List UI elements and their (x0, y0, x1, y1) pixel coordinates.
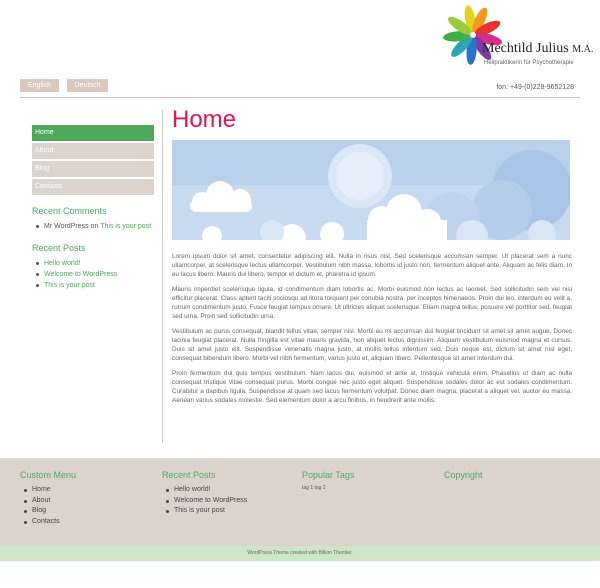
nav-item-contacts[interactable]: Contacts (32, 179, 154, 195)
recent-comments-heading: Recent Comments (32, 206, 107, 216)
footer-recent-post-link[interactable]: This is your post (162, 506, 247, 517)
comment-author-link[interactable]: Mr WordPress (44, 223, 89, 230)
language-deutsch-button[interactable]: Deutsch (67, 79, 108, 92)
sidebar-divider (162, 110, 163, 443)
footer-popular-tags-heading: Popular Tags (302, 470, 355, 480)
nav-item-blog[interactable]: Blog (32, 161, 154, 177)
nav-item-home[interactable]: Home (32, 125, 154, 141)
footer-recent-post-link[interactable]: Welcome to WordPress (162, 496, 247, 507)
recent-posts-list (32, 258, 154, 291)
recent-posts-heading: Recent Posts (32, 243, 86, 253)
footer-credit-bar (0, 546, 600, 561)
footer-menu-item-blog[interactable]: Blog (20, 506, 76, 517)
footer-custom-menu (20, 470, 76, 527)
footer-popular-tags (302, 470, 354, 491)
content-paragraph: Lorem ipsum dolor sit amet, consectetur adipiscing elit. Nulla in risus nisl. Sed scelerisque accumsan semper. Ut placerat sem a nunc ullamcorper, at scelerisque lectus ullamcorper. Vestibulum nibh massa, lobortis id justo non, fermentum aliquet ante. Aliquam ac felis diam. In eu lacus libero. Mauris dui libero, tempor et dictum et, pharetra id ipsum. (172, 253, 572, 278)
sidebar (32, 125, 154, 291)
recent-comments-list (32, 221, 154, 232)
footer-recent-posts (162, 470, 247, 517)
recent-post-link[interactable]: This is your post (32, 280, 154, 291)
comment-on-text: on (90, 223, 99, 230)
footer-menu-item-about[interactable]: About (20, 496, 76, 507)
recent-post-link[interactable]: Hello world! (32, 258, 154, 269)
page-title: Home (172, 106, 237, 133)
footer-menu-item-home[interactable]: Home (20, 485, 76, 496)
language-english-button[interactable]: English (20, 79, 59, 92)
recent-post-link[interactable]: Welcome to WordPress (32, 269, 154, 280)
recent-comment-item (32, 221, 154, 232)
tag-link[interactable]: tag 1 (302, 485, 314, 491)
footer-recent-posts-heading: Recent Posts (162, 470, 216, 480)
footer-copyright-heading: Copyright (444, 470, 483, 480)
footer (0, 458, 600, 546)
main-content (172, 105, 572, 405)
footer-credit-text[interactable]: WordPress Theme created with Billion Themler. (247, 550, 353, 556)
footer-menu-item-contacts[interactable]: Contacts (20, 517, 76, 528)
site-logo[interactable] (440, 5, 594, 75)
footer-recent-post-link[interactable]: Hello world! (162, 485, 247, 496)
comment-post-link[interactable]: This is your post (100, 223, 152, 230)
nav-item-about[interactable]: About (32, 143, 154, 159)
site-name-suffix: M.A. (572, 44, 594, 55)
content-paragraph: Vestibulum ac purus consequat, blandit tellus vitae, semper nisl. Morbi eu mi accumsan dui feugiat tincidunt sit amet sit amet augue. Donec lacinia feugiat placerat. Nulla fringilla est vitae mauris gravida, non aliquet lectus dignissim. Aliquam vestibulum euismod magna et cursus. Duis sit amet justo elit. Suspendisse venenatis magna justo, at mollis tellus interdum sed. Duis neque est, dictum sit amet nisl eget, consequat bibendum libero. Morbi vel nibh fermentum, varius justo et, aliquam libero. Pellentesque sit amet interdum dui. (172, 328, 572, 362)
header-divider (20, 97, 580, 98)
content-paragraph: Proin fermentum dui quis tempus vestibulum. Nam lacus dui, euismod et ante at, tristique vehicula enim. Phasellus ut diam ac nulla consequat tristique vitae consequat purus. Morbi congue nec justo eget aliquet. Suspendisse sodales dolor ac est sodales condimentum. Curabitur a dapibus ligula. Suspendisse at quam sed lacus fermentum volutpat. Donec diam magna, placerat a aliquet vel, auctor eu massa. Aenean varius sodales molestie. Sed elementum dolor a arcu finibus, in hendrerit ante mollis. (172, 370, 572, 404)
footer-custom-menu-heading: Custom Menu (20, 470, 77, 480)
site-name (482, 41, 593, 57)
hero-sky-image (172, 140, 570, 240)
tag-link[interactable]: tag 2 (314, 485, 326, 491)
site-name-text: Mechtild Julius (482, 41, 569, 56)
footer-copyright (444, 470, 483, 485)
content-paragraph: Mauris imperdiet scelerisque ligula, id condimentum diam lobortis ac. Morbi euismod non lectus ac laoreet. Sed sollicitudin sem vel nisi efficitur placerat. Class aptent taciti sociosqu ad litora torquent per conubia nostra, per inceptos himenaeos. Proin dui leo, interdum eu velit a, rutrum condimentum justo. Fusce feugiat tempus ornare. Ut ultricies aliquet scelerisque. Etiam magna tellus, posuere vel porttitor sed, feugiat sed urna. Proin sed sollicitudin urna. (172, 286, 572, 320)
site-subtitle: Heilpraktikerin für Psychotherapie (484, 60, 574, 66)
phone-number: fon: +49-(0)228-9652128 (496, 84, 574, 91)
